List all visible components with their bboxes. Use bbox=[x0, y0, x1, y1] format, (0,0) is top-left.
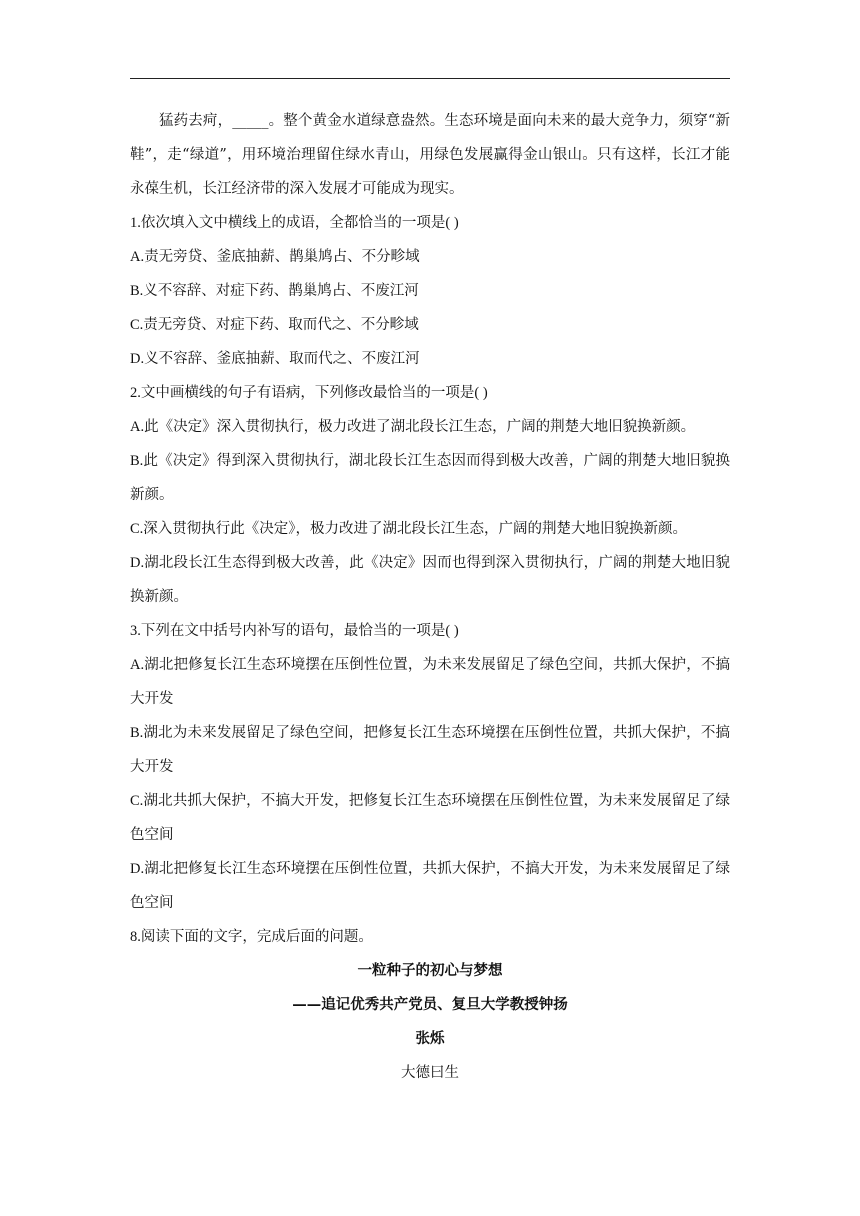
question-2-option-a: A.此《决定》深入贯彻执行，极力改进了湖北段长江生态，广阔的荆楚大地旧貌换新颜。 bbox=[130, 419, 696, 435]
question-1-option-b: B.义不容辞、对症下药、鹊巢鸠占、不废江河 bbox=[130, 283, 419, 299]
passage-paragraph: 猛药去疴，_____。整个黄金水道绿意盎然。生态环境是面向未来的最大竞争力，须穿“新鞋”，走“绿道”，用环境治理留住绿水青山，用绿色发展赢得金山银山。只有这样，长江才能永葆生机，长江经济带的深入发展才可能成为现实。 bbox=[130, 113, 730, 197]
article-title: 一粒种子的初心与梦想 bbox=[357, 962, 503, 979]
question-2-option-c: C.深入贯彻执行此《决定》，极力改进了湖北段长江生态，广阔的荆楚大地旧貌换新颜。 bbox=[130, 521, 688, 537]
page-content bbox=[130, 104, 730, 1090]
header-divider bbox=[130, 78, 730, 79]
article-author: 张烁 bbox=[415, 1030, 445, 1047]
article-section-heading: 大德曰生 bbox=[401, 1065, 459, 1081]
question-8-stem: 8.阅读下面的文字，完成后面的问题。 bbox=[130, 929, 373, 945]
question-2-option-d: D.湖北段长江生态得到极大改善，此《决定》因而也得到深入贯彻执行，广阔的荆楚大地旧貌换新颜。 bbox=[130, 555, 730, 605]
question-3-option-a: A.湖北把修复长江生态环境摆在压倒性位置，为未来发展留足了绿色空间，共抓大保护，不搞大开发 bbox=[130, 657, 730, 707]
question-2-option-b: B.此《决定》得到深入贯彻执行，湖北段长江生态因而得到极大改善，广阔的荆楚大地旧貌换新颜。 bbox=[130, 453, 730, 503]
question-3-option-b: B.湖北为未来发展留足了绿色空间，把修复长江生态环境摆在压倒性位置，共抓大保护，不搞大开发 bbox=[130, 725, 730, 775]
question-1-stem: 1.依次填入文中横线上的成语，全都恰当的一项是( ) bbox=[130, 215, 459, 231]
question-3-option-c: C.湖北共抓大保护，不搞大开发，把修复长江生态环境摆在压倒性位置，为未来发展留足了绿色空间 bbox=[130, 793, 730, 843]
question-1-option-a: A.责无旁贷、釜底抽薪、鹊巢鸠占、不分畛域 bbox=[130, 249, 420, 265]
question-3-stem: 3.下列在文中括号内补写的语句，最恰当的一项是( ) bbox=[130, 623, 459, 639]
question-2-stem: 2.文中画横线的句子有语病，下列修改最恰当的一项是( ) bbox=[130, 385, 488, 401]
question-3-option-d: D.湖北把修复长江生态环境摆在压倒性位置，共抓大保护，不搞大开发，为未来发展留足了绿色空间 bbox=[130, 861, 730, 911]
article-subtitle: ——追记优秀共产党员、复旦大学教授钟扬 bbox=[292, 996, 568, 1013]
question-1-option-c: C.责无旁贷、对症下药、取而代之、不分畛域 bbox=[130, 317, 419, 333]
question-1-option-d: D.义不容辞、釜底抽薪、取而代之、不废江河 bbox=[130, 351, 420, 367]
